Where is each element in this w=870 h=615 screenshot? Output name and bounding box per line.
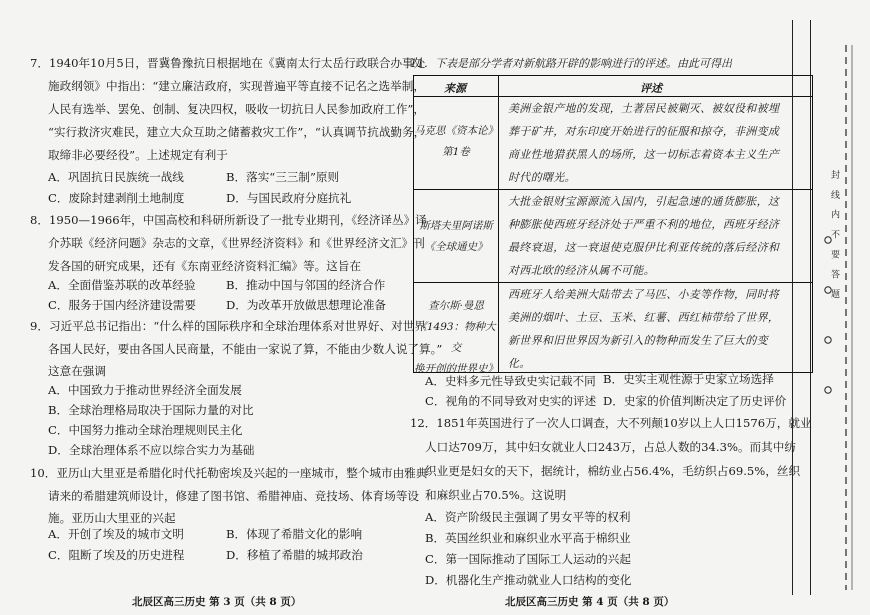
text-line: 葬于矿井，对东印度开始进行的征服和掠夺，非洲变成 [508,125,780,138]
q7-option-d[interactable]: D．与国民政府分庭抗礼 [226,191,352,205]
q8-option-b[interactable]: B．推动中国与邻国的经济合作 [226,278,386,292]
q8-option-d[interactable]: D．为改革开放做思想理论准备 [226,298,387,312]
q10-option-d[interactable]: D．移植了希腊的城邦政治 [226,548,363,562]
q12-option-c[interactable]: C．第一国际推动了国际工人运动的兴起 [425,552,631,566]
source-line: 换开创的世界史》 [414,363,498,375]
q7-option-b[interactable]: B．落实“三三制”原则 [226,170,340,184]
strip-char: 题 [829,289,839,303]
q9-line-2: 各国人民好，要由各国人民商量，不能由一家说了算，不能由少数人说了算。” [48,342,443,356]
left-page-footer: 北辰区高三历史 第 3 页（共 8 页） [132,596,302,608]
strip-char: 内 [829,209,839,223]
q9-option-d[interactable]: D．全球治理体系不应以综合实力为基础 [48,443,255,457]
text-line: 西班牙人给美洲大陆带去了马匹、小麦等作物，同时将 [508,288,780,301]
q7-line-5: 取缔非必要经役”。上述规定有利于 [48,148,228,162]
strip-char: 不 [829,229,839,243]
text-line: 美洲金银产地的发现，土著居民被剿灭、被奴役和被埋 [508,102,780,115]
source-line: 第1卷 [442,146,470,158]
q8-option-a[interactable]: A．全面借鉴苏联的改革经验 [48,278,196,292]
q9-option-c[interactable]: C．中国努力推动全球治理规则民主化 [48,423,243,437]
strip-char: 封 [829,170,839,183]
q12-line-2: 人口达709万，其中妇女就业人口243万，占总人数的34.3%。而其中纺 [425,440,796,454]
table-column-divider [498,76,499,372]
text-line: 化。 [508,357,531,370]
seal-line-icon [790,0,870,615]
q8-line-2: 介苏联《经济问题》杂志的文章，《世界经济资料》和《世界经济文汇》刊 [48,236,425,250]
q10-line-1: 10．亚历山大里亚是希腊化时代托勒密埃及兴起的一座城市，整个城市由雅典 [30,466,428,480]
source-line: 马克思《资本论》 [414,125,498,137]
q8-line-1: 8．1950—1966年，中国高校和科研所新设了一批专业期刊，《经济译丛》译 [30,213,427,227]
strip-char: 线 [829,189,839,203]
q7-option-c[interactable]: C．废除封建剥削土地制度 [48,191,185,205]
strip-char: 要 [829,249,839,263]
table-header-comment: 评述 [640,82,662,95]
q12-option-a[interactable]: A．资产阶级民主强调了男女平等的权利 [425,510,631,524]
binding-strip-text [828,170,841,302]
source-line: 《1493：物种大交 [416,321,496,354]
q9-line-1: 9．习近平总书记指出：“什么样的国际秩序和全球治理体系对世界好、对世界 [30,319,426,333]
text-line: 美洲的烟叶、土豆、玉米、红薯、西红柿带给了世界， [508,311,780,324]
q10-line-3: 施。亚历山大里亚的兴起 [48,511,176,525]
table-row-1-text [508,97,806,189]
right-page [405,0,812,615]
text-line: 时代的曙光。 [508,171,576,184]
text-line: 商业性地猎获黑人的场所，这一切标志着资本主义生产 [508,148,780,161]
text-line: 最终衰退，这一衰退使克服伊比利亚传统的落后经济和 [508,241,780,254]
table-row-3-text [508,283,806,375]
table-row-1-source [414,121,498,163]
q12-option-b[interactable]: B．英国丝织业和麻织业水平高于棉织业 [425,531,631,545]
q8-line-3: 发各国的研究成果，还有《东南亚经济资料汇编》等。这旨在 [48,259,362,273]
q10-option-a[interactable]: A．开创了埃及的城市文明 [48,527,184,541]
table-row-2-text [508,190,806,282]
q7-line-3: 人民有选举、罢免、创制、复决四权，吸收一切抗日人民参加政府工作”， [48,102,425,116]
q7-line-1: 7．1940年10月5日，晋冀鲁豫抗日根据地在《冀南太行太岳行政联合办事处 [30,56,426,70]
right-page-footer: 北辰区高三历史 第 4 页（共 8 页） [505,596,675,608]
source-line: 查尔斯·曼恩 [428,300,484,312]
q10-line-2: 请来的希腊建筑师设计，修建了图书馆、希腊神庙、竞技场、体育场等设 [48,489,420,503]
table-row-3-source [414,296,498,380]
source-line: 《全球通史》 [424,241,488,253]
q10-option-b[interactable]: B．体现了希腊文化的影响 [226,527,363,541]
q11-option-d[interactable]: D．史家的价值判断决定了历史评价 [603,394,787,408]
text-line: 种膨胀使西班牙经济处于严重不利的地位，西班牙经济 [508,218,780,231]
text-line: 新世界和旧世界因为新引入的物种而发生了巨大的变 [508,334,768,347]
q10-option-c[interactable]: C．阻断了埃及的历史进程 [48,548,185,562]
q12-line-3: 织业更是妇女的天下，据统计，棉纺业占56.4%，毛纺织占69.5%，丝织 [425,464,801,478]
text-line: 大批金银财宝源源流入国内，引起急速的通货膨胀，这 [508,195,780,208]
q12-line-1: 12．1851年英国进行了一次人口调查，大不列颠10岁以上人口1576万，就业 [410,416,812,430]
binding-strip [790,0,870,615]
q11-table [413,75,813,373]
q9-option-b[interactable]: B．全球治理格局取决于国际力量的对比 [48,403,254,417]
q8-option-c[interactable]: C．服务于国内经济建设需要 [48,298,196,312]
q7-line-4: “实行救济灾难民，建立大众互助之储蓄救灾工作”，“认真调节抗战勤务， [48,125,426,139]
q11-option-a[interactable]: A．史料多元性导致史实记载不同 [425,374,596,388]
source-line: 斯塔夫里阿诺斯 [419,220,493,232]
q11-stem: 11．下表是部分学者对新航路开辟的影响进行的评述。由此可得出 [410,57,732,70]
q12-option-d[interactable]: D．机器化生产推动就业人口结构的变化 [425,573,632,587]
q11-option-c[interactable]: C．视角的不同导致对史实的评述 [425,394,597,408]
q7-line-2: 施政纲领》中指出：“建立廉洁政府，实现普遍平等直接不记名之选举制， [48,79,425,93]
q11-option-b[interactable]: B．史实主观性源于史家立场选择 [603,372,774,386]
q12-line-4: 和麻织业占70.5%。这说明 [425,488,567,502]
q7-option-a[interactable]: A．巩固抗日民族统一战线 [48,170,184,184]
table-header-source: 来源 [444,82,466,95]
text-line: 对西北欧的经济从属不可能。 [508,264,655,277]
strip-char: 答 [829,269,839,283]
q9-option-a[interactable]: A．中国致力于推动世界经济全面发展 [48,383,242,397]
q9-line-3: 这意在强调 [48,364,106,378]
table-row-2-source [414,216,498,258]
